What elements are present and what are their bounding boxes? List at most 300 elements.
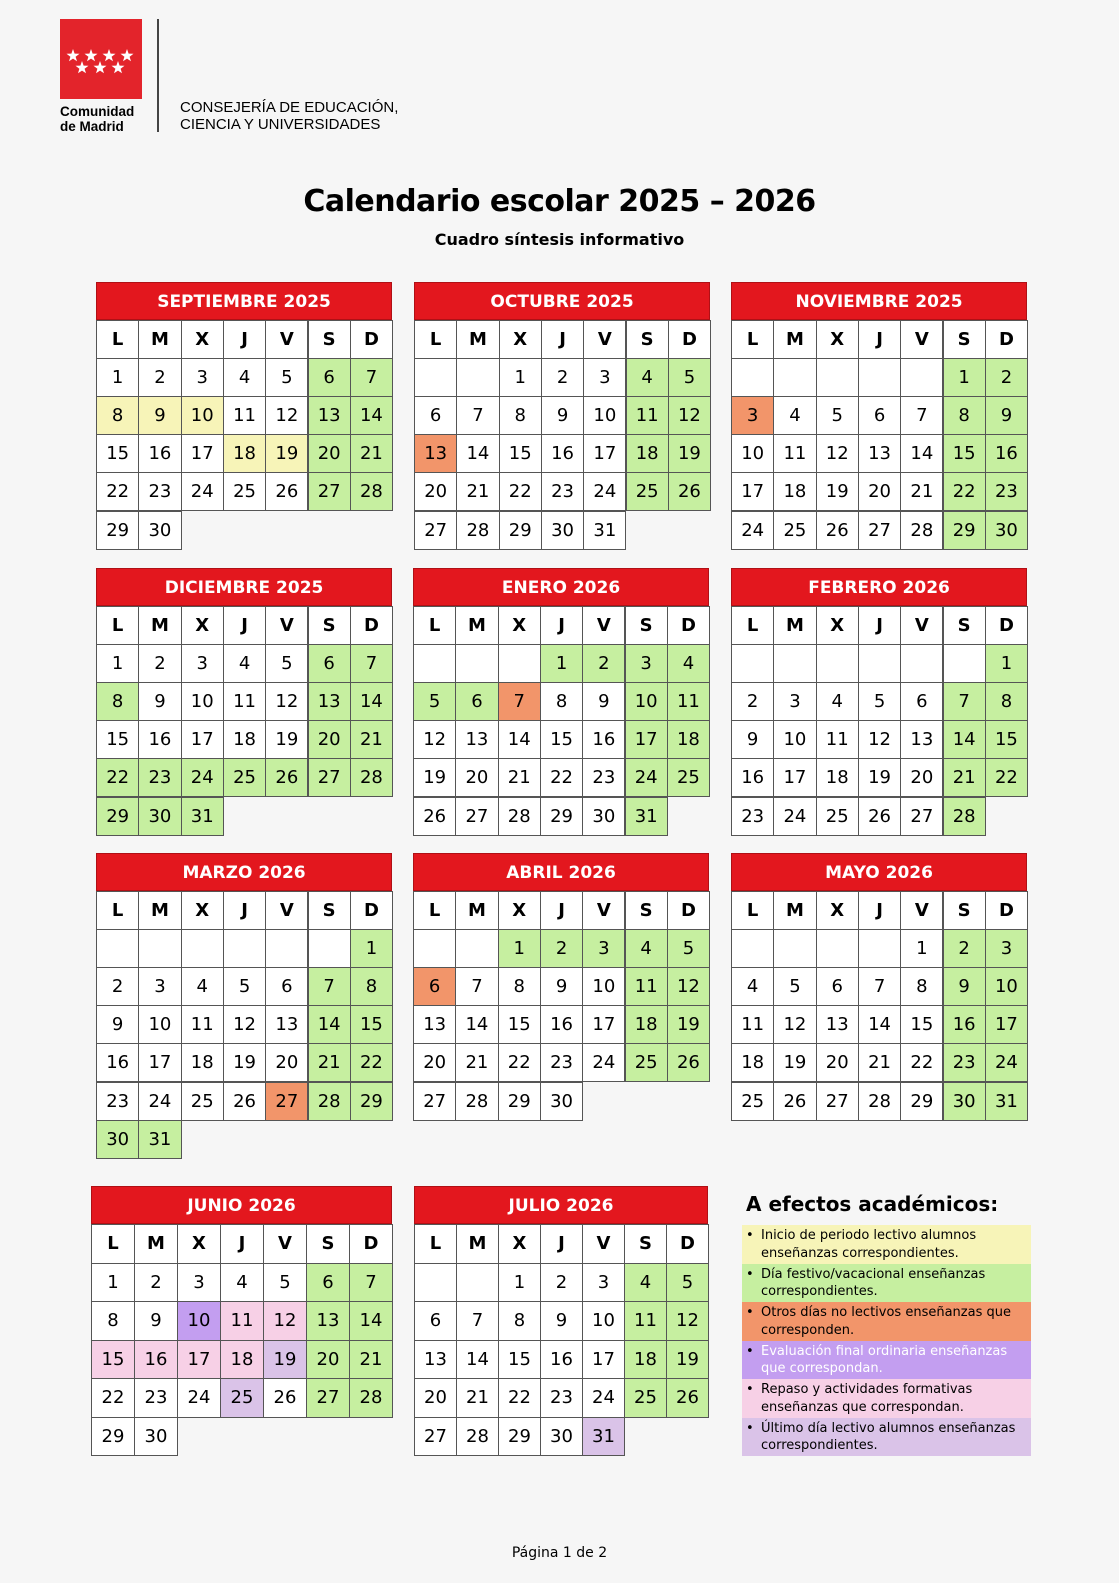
- day-cell: 16: [134, 1340, 178, 1380]
- day-cell: 2: [96, 967, 139, 1006]
- day-cell: 7: [943, 682, 986, 721]
- day-cell: 11: [223, 682, 266, 721]
- day-cell: 1: [96, 644, 139, 683]
- day-cell: 13: [308, 396, 351, 435]
- day-cell: 21: [350, 720, 393, 759]
- weekday-header: D: [350, 891, 393, 930]
- day-cell: 17: [181, 720, 224, 759]
- day-cell: 22: [943, 472, 986, 511]
- month-header: FEBRERO 2026: [731, 568, 1027, 606]
- weekday-header: J: [223, 320, 266, 359]
- day-cell: 5: [413, 682, 456, 721]
- day-cell: 14: [943, 720, 986, 759]
- day-cell: 20: [455, 758, 498, 797]
- weekday-header: X: [498, 1224, 541, 1264]
- day-cell: 4: [223, 644, 266, 683]
- day-cell: 17: [583, 434, 626, 473]
- day-cell: 4: [181, 967, 224, 1006]
- day-cell: 7: [498, 682, 541, 721]
- day-cell: 30: [541, 511, 584, 550]
- weekday-header: D: [985, 320, 1028, 359]
- day-cell: 21: [456, 1378, 499, 1418]
- day-cell: 6: [308, 358, 351, 397]
- empty-cell: [773, 358, 816, 397]
- day-cell: 24: [985, 1043, 1028, 1082]
- day-cell: 14: [455, 1005, 498, 1044]
- day-cell: 17: [731, 472, 774, 511]
- weekday-header: M: [773, 606, 816, 645]
- day-cell: 9: [943, 967, 986, 1006]
- day-cell: 18: [220, 1340, 264, 1380]
- weekday-header: S: [308, 891, 351, 930]
- day-cell: 16: [96, 1043, 139, 1082]
- day-cell: 30: [943, 1082, 986, 1121]
- day-cell: 24: [582, 1043, 625, 1082]
- day-cell: 15: [91, 1340, 135, 1380]
- day-cell: 12: [413, 720, 456, 759]
- day-cell: 6: [306, 1263, 350, 1303]
- day-cell: 19: [265, 434, 308, 473]
- day-cell: 8: [498, 967, 541, 1006]
- day-cell: 10: [181, 682, 224, 721]
- day-cell: 11: [626, 396, 669, 435]
- day-cell: 2: [943, 929, 986, 968]
- day-cell: 18: [181, 1043, 224, 1082]
- legend: [742, 1225, 1031, 1456]
- day-cell: 1: [985, 644, 1028, 683]
- weekday-header: X: [181, 891, 224, 930]
- day-cell: 28: [456, 511, 499, 550]
- day-cell: 7: [349, 1263, 393, 1303]
- weekday-header: J: [223, 891, 266, 930]
- day-cell: 29: [499, 511, 542, 550]
- day-cell: 10: [582, 1301, 625, 1341]
- logo-text-line1: Comunidad: [60, 104, 135, 119]
- legend-item-inicio: [742, 1225, 1031, 1264]
- weekday-header: L: [96, 606, 139, 645]
- weekday-header: J: [858, 320, 901, 359]
- day-cell: 8: [91, 1301, 135, 1341]
- day-cell: 18: [667, 720, 710, 759]
- day-cell: 18: [626, 434, 669, 473]
- day-cell: 19: [858, 758, 901, 797]
- empty-cell: [413, 644, 456, 683]
- day-cell: 20: [858, 472, 901, 511]
- day-cell: 29: [96, 797, 139, 836]
- day-cell: 31: [985, 1082, 1028, 1121]
- weekday-header: M: [138, 320, 181, 359]
- day-cell: 11: [624, 1301, 667, 1341]
- day-cell: 12: [667, 967, 710, 1006]
- day-cell: 12: [668, 396, 711, 435]
- month-header: MARZO 2026: [96, 853, 392, 891]
- month-header: JULIO 2026: [414, 1186, 708, 1224]
- day-cell: 11: [816, 720, 859, 759]
- empty-cell: [900, 358, 943, 397]
- day-cell: 11: [731, 1005, 774, 1044]
- day-cell: 26: [413, 797, 456, 836]
- empty-cell: [455, 929, 498, 968]
- day-cell: 15: [96, 720, 139, 759]
- day-cell: 14: [350, 682, 393, 721]
- day-cell: 15: [498, 1005, 541, 1044]
- day-cell: 4: [626, 358, 669, 397]
- day-cell: 19: [773, 1043, 816, 1082]
- day-cell: 4: [816, 682, 859, 721]
- day-cell: 25: [773, 511, 816, 550]
- bullet-icon: •: [746, 1343, 754, 1359]
- weekday-header: S: [943, 606, 986, 645]
- weekday-header: J: [858, 891, 901, 930]
- day-cell: 13: [816, 1005, 859, 1044]
- weekday-header: S: [625, 891, 668, 930]
- weekday-header: L: [731, 606, 774, 645]
- day-cell: 23: [731, 797, 774, 836]
- day-cell: 28: [350, 758, 393, 797]
- day-cell: 30: [540, 1082, 583, 1121]
- day-cell: 23: [134, 1378, 178, 1418]
- day-cell: 5: [668, 358, 711, 397]
- day-cell: 8: [900, 967, 943, 1006]
- legend-title: A efectos académicos:: [746, 1192, 999, 1216]
- day-cell: 4: [731, 967, 774, 1006]
- month-header: MAYO 2026: [731, 853, 1027, 891]
- day-cell: 8: [499, 396, 542, 435]
- day-cell: 15: [985, 720, 1028, 759]
- day-cell: 16: [540, 1005, 583, 1044]
- day-cell: 25: [625, 1043, 668, 1082]
- day-cell: 27: [414, 511, 457, 550]
- day-cell: 20: [900, 758, 943, 797]
- day-cell: 25: [223, 472, 266, 511]
- day-cell: 15: [499, 434, 542, 473]
- empty-cell: [181, 929, 224, 968]
- day-cell: 27: [413, 1082, 456, 1121]
- empty-cell: [773, 929, 816, 968]
- bullet-icon: •: [746, 1305, 754, 1320]
- day-cell: 1: [96, 358, 139, 397]
- day-cell: 28: [455, 1082, 498, 1121]
- day-cell: 14: [350, 396, 393, 435]
- day-cell: 13: [414, 1340, 457, 1380]
- day-cell: 9: [985, 396, 1028, 435]
- day-cell: 13: [413, 1005, 456, 1044]
- weekday-header: J: [223, 606, 266, 645]
- day-cell: 6: [308, 644, 351, 683]
- day-cell: 21: [308, 1043, 351, 1082]
- empty-cell: [858, 644, 901, 683]
- weekday-header: S: [308, 606, 351, 645]
- weekday-header: S: [625, 606, 668, 645]
- day-cell: 12: [265, 396, 308, 435]
- day-cell: 24: [625, 758, 668, 797]
- day-cell: 12: [773, 1005, 816, 1044]
- day-cell: 3: [583, 358, 626, 397]
- day-cell: 3: [181, 358, 224, 397]
- day-cell: 3: [985, 929, 1028, 968]
- weekday-header: M: [134, 1224, 178, 1264]
- day-cell: 8: [96, 396, 139, 435]
- day-cell: 15: [498, 1340, 541, 1380]
- weekday-header: L: [413, 891, 456, 930]
- day-cell: 27: [455, 797, 498, 836]
- day-cell: 4: [625, 929, 668, 968]
- day-cell: 28: [858, 1082, 901, 1121]
- day-cell: 22: [900, 1043, 943, 1082]
- day-cell: 17: [582, 1340, 625, 1380]
- weekday-header: V: [900, 320, 943, 359]
- day-cell: 10: [625, 682, 668, 721]
- day-cell: 26: [668, 472, 711, 511]
- logo-divider: [157, 19, 159, 132]
- day-cell: 27: [900, 797, 943, 836]
- day-cell: 28: [498, 797, 541, 836]
- weekday-header: M: [773, 320, 816, 359]
- day-cell: 1: [498, 1263, 541, 1303]
- day-cell: 27: [306, 1378, 350, 1418]
- weekday-header: S: [308, 320, 351, 359]
- day-cell: 20: [414, 1378, 457, 1418]
- weekday-header: J: [540, 891, 583, 930]
- weekday-header: L: [414, 320, 457, 359]
- day-cell: 9: [731, 720, 774, 759]
- day-cell: 3: [773, 682, 816, 721]
- weekday-header: V: [265, 320, 308, 359]
- day-cell: 25: [626, 472, 669, 511]
- day-cell: 22: [499, 472, 542, 511]
- day-cell: 14: [858, 1005, 901, 1044]
- day-cell: 11: [181, 1005, 224, 1044]
- weekday-header: D: [668, 320, 711, 359]
- day-cell: 25: [181, 1082, 224, 1121]
- day-cell: 21: [858, 1043, 901, 1082]
- month-header: NOVIEMBRE 2025: [731, 282, 1027, 320]
- day-cell: 17: [138, 1043, 181, 1082]
- department-line2: CIENCIA Y UNIVERSIDADES: [180, 116, 381, 133]
- day-cell: 22: [91, 1378, 135, 1418]
- day-cell: 7: [455, 967, 498, 1006]
- day-cell: 31: [583, 511, 626, 550]
- weekday-header: M: [456, 1224, 499, 1264]
- day-cell: 16: [731, 758, 774, 797]
- day-cell: 1: [540, 644, 583, 683]
- day-cell: 12: [666, 1301, 709, 1341]
- legend-item-eval: [742, 1341, 1031, 1380]
- day-cell: 16: [138, 434, 181, 473]
- weekday-header: D: [666, 1224, 709, 1264]
- day-cell: 13: [900, 720, 943, 759]
- day-cell: 19: [413, 758, 456, 797]
- weekday-header: M: [456, 320, 499, 359]
- weekday-header: M: [455, 891, 498, 930]
- day-cell: 22: [985, 758, 1028, 797]
- day-cell: 5: [666, 1263, 709, 1303]
- day-cell: 5: [858, 682, 901, 721]
- day-cell: 19: [816, 472, 859, 511]
- weekday-header: J: [540, 606, 583, 645]
- day-cell: 6: [414, 396, 457, 435]
- day-cell: 5: [265, 358, 308, 397]
- weekday-header: V: [265, 606, 308, 645]
- weekday-header: S: [626, 320, 669, 359]
- empty-cell: [816, 644, 859, 683]
- day-cell: 15: [900, 1005, 943, 1044]
- day-cell: 2: [582, 644, 625, 683]
- weekday-header: L: [91, 1224, 135, 1264]
- day-cell: 21: [900, 472, 943, 511]
- empty-cell: [265, 929, 308, 968]
- day-cell: 20: [306, 1340, 350, 1380]
- day-cell: 4: [223, 358, 266, 397]
- day-cell: 30: [985, 511, 1028, 550]
- day-cell: 15: [350, 1005, 393, 1044]
- day-cell: 19: [265, 720, 308, 759]
- empty-cell: [731, 358, 774, 397]
- day-cell: 16: [540, 1340, 583, 1380]
- day-cell: 23: [540, 1043, 583, 1082]
- day-cell: 16: [943, 1005, 986, 1044]
- empty-cell: [414, 1263, 457, 1303]
- legend-item-ultimo: [742, 1418, 1031, 1457]
- day-cell: 19: [666, 1340, 709, 1380]
- day-cell: 14: [349, 1301, 393, 1341]
- empty-cell: [773, 644, 816, 683]
- day-cell: 21: [498, 758, 541, 797]
- day-cell: 2: [541, 358, 584, 397]
- day-cell: 13: [265, 1005, 308, 1044]
- legend-item-text: Día festivo/vacacional enseñanzas correspondientes.: [761, 1266, 986, 1299]
- day-cell: 28: [943, 797, 986, 836]
- day-cell: 19: [668, 434, 711, 473]
- day-cell: 2: [540, 929, 583, 968]
- day-cell: 18: [223, 434, 266, 473]
- day-cell: 30: [138, 797, 181, 836]
- day-cell: 19: [263, 1340, 307, 1380]
- page-subtitle: Cuadro síntesis informativo: [434, 230, 685, 249]
- day-cell: 7: [308, 967, 351, 1006]
- day-cell: 29: [498, 1417, 541, 1457]
- day-cell: 10: [731, 434, 774, 473]
- day-cell: 30: [540, 1417, 583, 1457]
- day-cell: 6: [413, 967, 456, 1006]
- department-line1: CONSEJERÍA DE EDUCACIÓN,: [180, 99, 399, 116]
- day-cell: 15: [943, 434, 986, 473]
- day-cell: 28: [349, 1378, 393, 1418]
- weekday-header: X: [816, 891, 859, 930]
- day-cell: 9: [541, 396, 584, 435]
- logo-text: [60, 104, 134, 134]
- weekday-header: M: [138, 606, 181, 645]
- day-cell: 18: [731, 1043, 774, 1082]
- day-cell: 9: [138, 396, 181, 435]
- day-cell: 9: [582, 682, 625, 721]
- day-cell: 23: [96, 1082, 139, 1121]
- day-cell: 21: [943, 758, 986, 797]
- logo-emblem: [60, 19, 142, 99]
- day-cell: 16: [541, 434, 584, 473]
- legend-item-otros: [742, 1302, 1031, 1341]
- day-cell: 26: [858, 797, 901, 836]
- day-cell: 7: [350, 644, 393, 683]
- bullet-icon: •: [746, 1228, 754, 1243]
- day-cell: 7: [456, 1301, 499, 1341]
- day-cell: 10: [138, 1005, 181, 1044]
- day-cell: 25: [731, 1082, 774, 1121]
- weekday-header: M: [455, 606, 498, 645]
- empty-cell: [816, 358, 859, 397]
- day-cell: 22: [498, 1043, 541, 1082]
- month-header: JUNIO 2026: [91, 1186, 392, 1224]
- day-cell: 29: [900, 1082, 943, 1121]
- day-cell: 7: [456, 396, 499, 435]
- page-footer: Página 1 de 2: [511, 1545, 608, 1561]
- day-cell: 14: [308, 1005, 351, 1044]
- empty-cell: [223, 929, 266, 968]
- logo-text-line2: de Madrid: [60, 119, 124, 134]
- day-cell: 11: [667, 682, 710, 721]
- day-cell: 25: [816, 797, 859, 836]
- day-cell: 4: [773, 396, 816, 435]
- day-cell: 28: [456, 1417, 499, 1457]
- day-cell: 8: [498, 1301, 541, 1341]
- day-cell: 23: [582, 758, 625, 797]
- legend-item-text: Inicio de periodo lectivo alumnos enseñanzas correspondientes.: [761, 1228, 977, 1261]
- day-cell: 12: [816, 434, 859, 473]
- day-cell: 21: [350, 434, 393, 473]
- day-cell: 27: [816, 1082, 859, 1121]
- weekday-header: V: [582, 1224, 625, 1264]
- day-cell: 27: [308, 472, 351, 511]
- day-cell: 30: [582, 797, 625, 836]
- day-cell: 7: [900, 396, 943, 435]
- day-cell: 10: [985, 967, 1028, 1006]
- day-cell: 26: [773, 1082, 816, 1121]
- day-cell: 26: [816, 511, 859, 550]
- day-cell: 27: [414, 1417, 457, 1457]
- weekday-header: X: [498, 891, 541, 930]
- legend-item-text: Evaluación final ordinaria enseñanzas que correspondan.: [761, 1343, 1008, 1376]
- weekday-header: V: [900, 606, 943, 645]
- day-cell: 30: [134, 1417, 178, 1457]
- weekday-header: V: [265, 891, 308, 930]
- day-cell: 1: [498, 929, 541, 968]
- day-cell: 14: [456, 1340, 499, 1380]
- empty-cell: [858, 358, 901, 397]
- day-cell: 31: [625, 797, 668, 836]
- day-cell: 11: [220, 1301, 264, 1341]
- weekday-header: L: [731, 320, 774, 359]
- day-cell: 11: [773, 434, 816, 473]
- day-cell: 21: [456, 472, 499, 511]
- legend-item-text: Repaso y actividades formativas enseñanzas que correspondan.: [761, 1382, 973, 1415]
- day-cell: 7: [350, 358, 393, 397]
- weekday-header: D: [985, 606, 1028, 645]
- day-cell: 24: [773, 797, 816, 836]
- day-cell: 5: [223, 967, 266, 1006]
- day-cell: 6: [455, 682, 498, 721]
- day-cell: 26: [265, 472, 308, 511]
- empty-cell: [456, 1263, 499, 1303]
- bullet-icon: •: [746, 1420, 754, 1436]
- day-cell: 29: [91, 1417, 135, 1457]
- day-cell: 23: [138, 758, 181, 797]
- empty-cell: [308, 929, 351, 968]
- empty-cell: [96, 929, 139, 968]
- day-cell: 13: [308, 682, 351, 721]
- day-cell: 11: [625, 967, 668, 1006]
- weekday-header: L: [96, 320, 139, 359]
- day-cell: 29: [498, 1082, 541, 1121]
